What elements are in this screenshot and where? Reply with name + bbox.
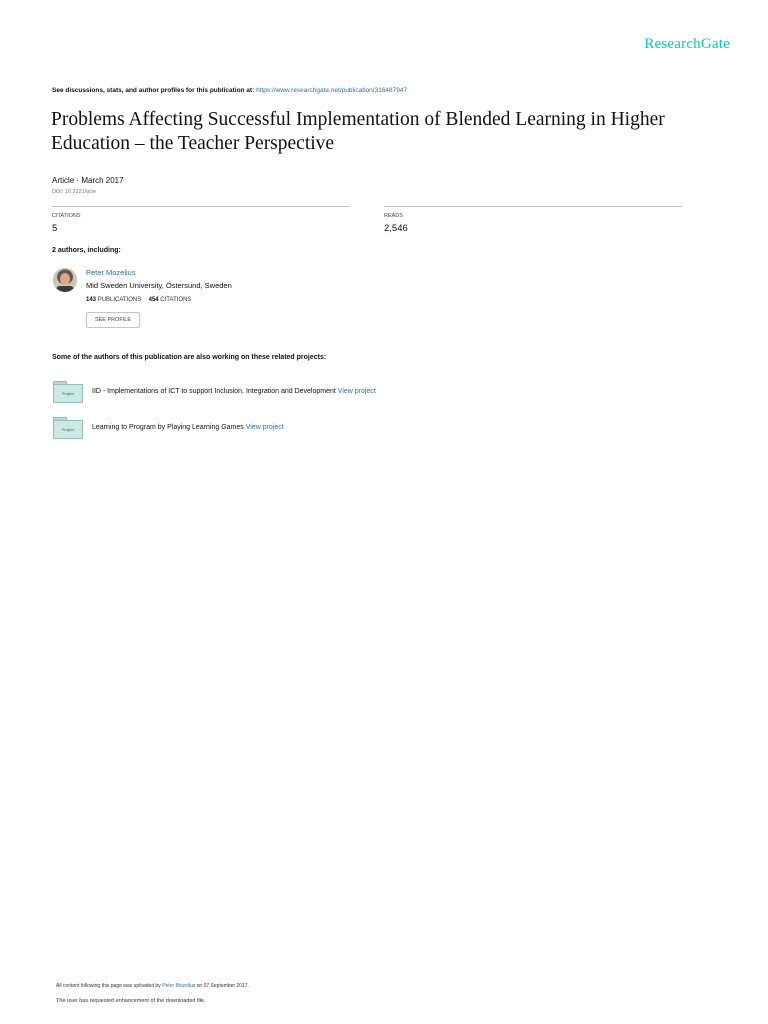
project-item xyxy=(53,378,376,404)
publication-title: Problems Affecting Successful Implementation of Blended Learning in Higher Education – the Teacher Perspective xyxy=(51,109,665,154)
view-project-link[interactable]: View project xyxy=(245,423,284,431)
project-icon-label: Project xyxy=(53,384,83,403)
project-title xyxy=(92,424,284,431)
article-type-date: Article · March 2017 xyxy=(52,176,124,185)
reads-value: 2,546 xyxy=(384,223,408,234)
uploaded-by-note xyxy=(56,983,249,989)
project-title xyxy=(92,388,376,395)
author-publications-count: 143 xyxy=(86,297,97,303)
citations-label: CITATIONS xyxy=(52,213,81,219)
author-name-link[interactable]: Peter Mozelius xyxy=(86,268,136,277)
view-project-link[interactable]: View project xyxy=(337,387,376,395)
author-avatar[interactable] xyxy=(53,268,77,292)
uploaded-prefix: All content following this page was uploaded by xyxy=(56,983,161,989)
author-photo-icon xyxy=(53,268,77,292)
project-icon-label: Project xyxy=(53,420,83,439)
enhancement-note: The user has requested enhancement of the downloaded file. xyxy=(56,998,206,1004)
authors-heading: 2 authors, including: xyxy=(52,247,121,254)
author-publications-label: PUBLICATIONS xyxy=(97,297,142,303)
doi: DOI: 10.2121/ijcte xyxy=(52,189,97,195)
project-item xyxy=(53,414,284,440)
related-projects-heading: Some of the authors of this publication are also working on these related projects: xyxy=(52,354,327,361)
uploaded-suffix: on 07 September 2017. xyxy=(196,983,249,989)
citations-divider xyxy=(52,206,350,207)
reads-label: READS xyxy=(384,213,403,219)
author-citations-count: 454 xyxy=(148,297,159,303)
discussion-line xyxy=(52,87,407,94)
project-title-text: Learning to Program by Playing Learning Games xyxy=(92,423,244,431)
author-citations-label: CITATIONS xyxy=(160,297,192,303)
researchgate-logo[interactable]: ResearchGate xyxy=(644,36,730,52)
see-profile-button[interactable]: SEE PROFILE xyxy=(86,312,140,328)
discussion-text: See discussions, stats, and author profiles for this publication at: xyxy=(52,87,255,94)
uploader-link[interactable]: Peter Mozelius xyxy=(162,983,196,989)
project-folder-icon xyxy=(53,417,83,437)
citations-value: 5 xyxy=(52,223,58,234)
publication-url-link[interactable]: https://www.researchgate.net/publication/316487947 xyxy=(256,87,408,94)
author-stats xyxy=(86,297,191,303)
project-title-text: IID - Implementations of ICT to support Inclusion, Integration and Development xyxy=(92,387,336,395)
author-affiliation: Mid Sweden University, Östersund, Sweden xyxy=(86,281,232,290)
project-folder-icon xyxy=(53,381,83,401)
reads-divider xyxy=(384,206,682,207)
